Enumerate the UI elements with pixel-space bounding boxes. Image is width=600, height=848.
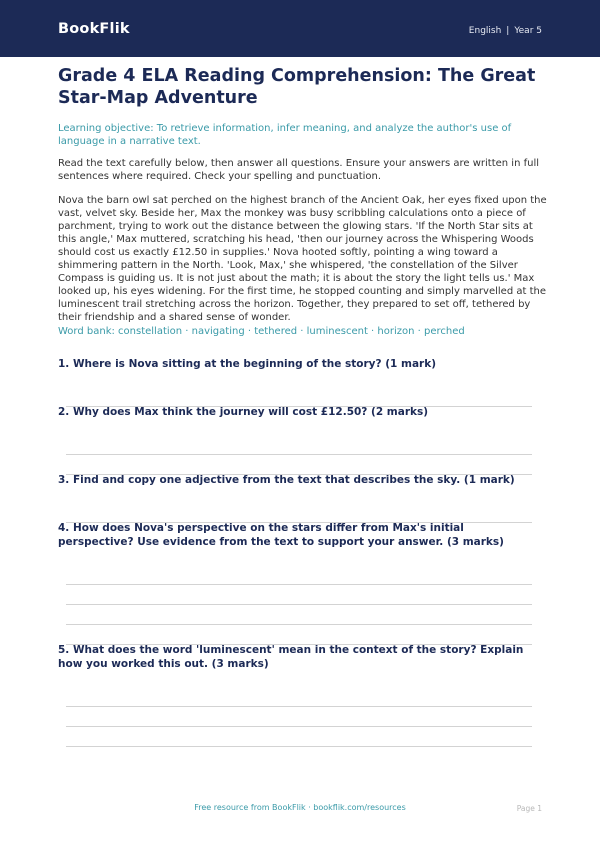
learning-objective: Learning objective: To retrieve information, infer meaning, and analyze the author's use of language in a narrative text. [58, 123, 512, 147]
question-4: 4. How does Nova's perspective on the stars differ from Max's initial perspective? Use evidence from the text to support your answer. (3 marks) [58, 522, 504, 548]
separator: | [506, 26, 510, 36]
year-label: Year 5 [514, 26, 542, 36]
word-bank: Word bank: constellation · navigating · tethered · luminescent · horizon · perched [58, 326, 465, 337]
footer-link[interactable]: Free resource from BookFlik · bookflik.com/resources [194, 803, 406, 812]
instructions: Read the text carefully below, then answer all questions. Ensure your answers are written in full sentences where required. Check your spelling and punctuation. [58, 158, 540, 182]
question-3: 3. Find and copy one adjective from the text that describes the sky. (1 mark) [58, 474, 515, 486]
brand-logo: BookFlik [58, 21, 130, 37]
subject-year-label [469, 26, 542, 36]
subject-label: English [468, 26, 502, 36]
answer-line[interactable] [66, 584, 532, 585]
page-title: Grade 4 ELA Reading Comprehension: The Great Star-Map Adventure [58, 66, 536, 108]
answer-line[interactable] [66, 746, 532, 747]
question-5: 5. What does the word 'luminescent' mean in the context of the story? Explain how you worked this out. (3 marks) [58, 644, 524, 670]
answer-line[interactable] [66, 726, 532, 727]
question-1: 1. Where is Nova sitting at the beginning of the story? (1 mark) [58, 358, 436, 370]
answer-line[interactable] [66, 604, 532, 605]
answer-line[interactable] [66, 624, 532, 625]
answer-line[interactable] [66, 706, 532, 707]
answer-line[interactable] [66, 454, 532, 455]
reading-passage: Nova the barn owl sat perched on the highest branch of the Ancient Oak, her eyes fixed upon the vast, velvet sky. Beside her, Max the monkey was busy scribbling calculations onto a piece of parchment, trying to work out the distance between the glowing stars. 'If the North Star sits at this angle,' Max muttered, scratching his head, 'then our journey across the Whispering Woods should cost us exactly £12.50 in supplies.' Nova hooted softly, pointing a wing toward a shimmering pattern in the North. 'Look, Max,' she whispered, 'the constellation of the Silver Compass is guiding us. It is not just about the math; it is about the story the light tells us.' Max looked up, his eyes widening. For the first time, he stopped counting and simply marvelled at the luminescent trail stretching across the horizon. Together, they prepared to set off, tethered by their friendship and a shared sense of wonder. [58, 195, 547, 323]
question-2: 2. Why does Max think the journey will cost £12.50? (2 marks) [58, 406, 429, 418]
header-bar [0, 0, 600, 57]
page-number: Page 1 [516, 804, 542, 813]
